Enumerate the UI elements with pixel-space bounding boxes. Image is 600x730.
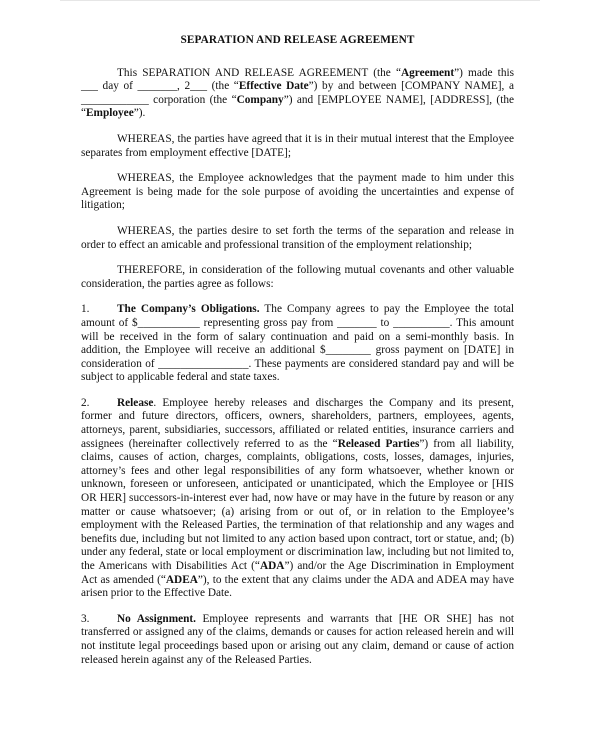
section-body: . Employee hereby releases and discharges the Company and its present, former and future directors, officers, owners, shareholders, partners, employees, agents, attorneys, parent, subsidiaries, successors, affiliated or related entities, insurance carriers and assignees (hereinafter collectively referred to as the “	[81, 396, 514, 450]
document-title: SEPARATION AND RELEASE AGREEMENT	[180, 34, 415, 46]
section-release	[81, 397, 514, 601]
section-obligations	[81, 303, 514, 385]
defined-term-released-parties: Released Parties	[337, 437, 420, 450]
defined-term-agreement: Agreement	[400, 66, 455, 79]
intro-text: This SEPARATION AND RELEASE AGREEMENT (the “	[117, 66, 401, 79]
intro-text: ”) and [EMPLOYEE NAME], [ADDRESS], (the “	[81, 93, 514, 120]
intro-paragraph	[81, 67, 514, 121]
section-body: ”) and/or the Age Discrimination in Employment Act as amended (“	[81, 560, 514, 586]
section-heading: Release	[117, 396, 154, 409]
section-no-assignment	[81, 613, 514, 667]
section-body: Employee represents and warrants that [HE OR SHE] has not transferred or assigned any of the claims, demands or causes for action released herein and will not institute legal proceedings based upon or arising out any claim, demand or cause of action released herein against any of the Released Parties.	[81, 612, 514, 666]
intro-text: ”) by and between [COMPANY NAME], a ____________ corporation (the “	[81, 80, 514, 106]
intro-text: ”).	[133, 107, 146, 120]
page-edge-line	[60, 0, 540, 1]
therefore-paragraph: THEREFORE, in consideration of the following mutual covenants and other valuable consideration, the parties agree as follows:	[81, 264, 514, 290]
defined-term-ada: ADA	[259, 560, 285, 572]
section-heading: No Assignment.	[117, 612, 197, 625]
intro-text: ”) made this ___ day of _______, 2___ (the “	[81, 66, 514, 93]
defined-term-adea: ADEA	[165, 573, 198, 586]
whereas-paragraph: WHEREAS, the parties desire to set forth the terms of the separation and release in order to effect an amicable and professional transition of the employment relationship;	[81, 224, 514, 251]
section-body: ”) from all liability, claims, causes of action, charges, complaints, obligations, costs, losses, damages, injuries, attorney’s fees and other legal responsibilities of any form whatsoever, whether known or unknown, foreseen or unforeseen, anticipated or unanticipated, which the Employee or [HIS OR HER] successors-in-interest ever had, now have or may have in the future by reason or any matter or cause whatsoever; (a) arising from or out of, or in relation to the Employee’s employment with the Released Parties, the termination of that relationship and any wages and benefits due, including but not limited to any action based upon contract, tort or statue, and; (b) under any federal, state or local employment or discrimination law, including but not limited to, the Americans with Disabilities Act (“	[81, 437, 514, 572]
section-number: 3.	[81, 612, 90, 625]
section-heading: The Company’s Obligations.	[117, 303, 260, 316]
defined-term-company: Company	[236, 93, 284, 106]
whereas-paragraph: WHEREAS, the Employee acknowledges that the payment made to him under this Agreement is being made for the sole purpose of avoiding the uncertainties and expense of litigation;	[81, 172, 514, 212]
section-body: ”), to the extent that any claims under the ADA and ADEA may have arisen prior to the Effective Date.	[81, 573, 514, 600]
section-number: 2.	[81, 396, 90, 409]
section-body: The Company agrees to pay the Employee the total amount of $___________ representing gross pay from _______ to __________. This amount will be received in the form of salary continuation and paid on a semi-monthly basis. In addition, the Employee will receive an additional $________ gross payment on [DATE] in consideration of ________________. These payments are considered standard pay and will be subject to applicable federal and state taxes.	[81, 303, 514, 384]
section-number: 1.	[81, 303, 90, 316]
whereas-paragraph: WHEREAS, the parties have agreed that it is in their mutual interest that the Employee separates from employment effective [DATE];	[81, 132, 514, 159]
defined-term-effective-date: Effective Date	[238, 80, 309, 93]
defined-term-employee: Employee	[86, 107, 134, 120]
